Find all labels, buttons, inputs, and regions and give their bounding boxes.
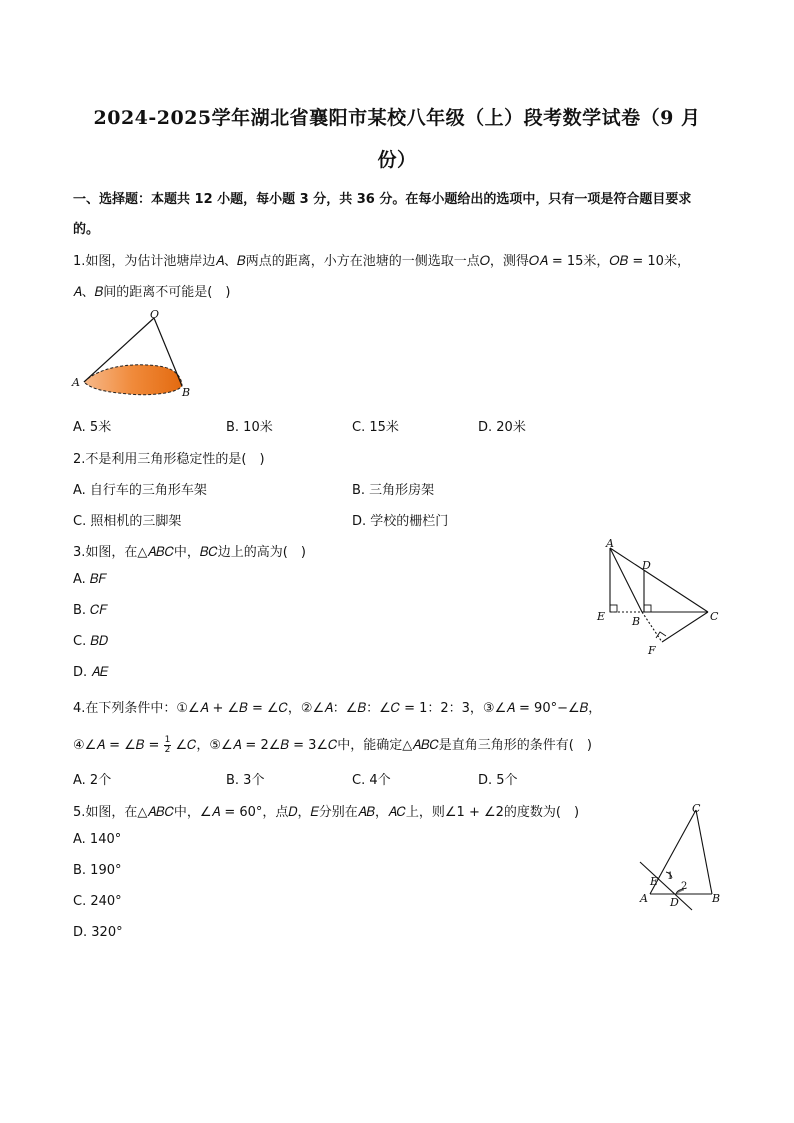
q3-label-A: A — [606, 537, 614, 550]
q5-label-E: E — [650, 875, 659, 888]
q4-fraction-numerator: 1 — [164, 735, 171, 745]
q3-option-d[interactable]: D. 𝐴𝐸 — [73, 665, 109, 680]
q5-label-C: C — [692, 802, 701, 815]
q3-option-b[interactable]: B. 𝐶𝐹 — [73, 603, 108, 618]
q3-label-D: D — [642, 559, 651, 572]
q4-option-b[interactable]: B. 3个 — [226, 773, 265, 788]
q3-stem: 3.如图，在△𝐴𝐵𝐶中，𝐵𝐶边上的高为( ) — [73, 545, 306, 560]
q4-line2-start: ④∠𝐴 = ∠𝐵 = — [73, 738, 160, 753]
q5-label-A: A — [640, 892, 648, 905]
q2-stem: 2.不是利用三角形稳定性的是( ) — [73, 452, 265, 467]
q3-label-F: F — [648, 644, 656, 657]
q1-option-c[interactable]: C. 15米 — [352, 420, 399, 435]
q5-stem: 5.如图，在△𝐴𝐵𝐶中，∠𝐴 = 60°，点𝐷，𝐸分别在𝐴𝐵，𝐴𝐶上，则∠1 + ∠2的度数为( ) — [73, 805, 580, 820]
q4-stem-line2 — [73, 734, 592, 755]
q2-option-d[interactable]: D. 学校的栅栏门 — [352, 514, 449, 529]
q1-label-A: A — [72, 376, 80, 389]
q4-fraction — [164, 736, 172, 755]
q5-option-d[interactable]: D. 320° — [73, 925, 123, 940]
q5-label-angle2: 2 — [681, 881, 688, 892]
q3-option-a[interactable]: A. 𝐵𝐹 — [73, 572, 107, 587]
q5-option-b[interactable]: B. 190° — [73, 863, 122, 878]
q1-option-b[interactable]: B. 10米 — [226, 420, 273, 435]
q4-option-d[interactable]: D. 5个 — [478, 773, 518, 788]
q1-stem-line2: 𝐴、𝐵间的距离不可能是( ) — [73, 285, 231, 300]
q4-option-c[interactable]: C. 4个 — [352, 773, 391, 788]
q1-option-a[interactable]: A. 5米 — [73, 420, 112, 435]
q2-option-c[interactable]: C. 照相机的三脚架 — [73, 514, 182, 529]
q1-stem-line1: 1.如图，为估计池塘岸边𝐴、𝐵两点的距离，小方在池塘的一侧选取一点𝑂，测得𝑂𝐴 = 15米，𝑂𝐵 = 10米， — [73, 254, 690, 269]
q4-option-a[interactable]: A. 2个 — [73, 773, 112, 788]
section-heading-line2: 的。 — [73, 222, 100, 237]
q5-label-B: B — [712, 892, 721, 905]
q5-option-a[interactable]: A. 140° — [73, 832, 122, 847]
q4-fraction-denominator: 2 — [164, 745, 171, 755]
q5-label-D: D — [670, 896, 679, 909]
q4-stem-line1: 4.在下列条件中：①∠𝐴 + ∠𝐵 = ∠𝐶，②∠𝐴：∠𝐵：∠𝐶 = 1：2：3，③∠𝐴 = 90°−∠𝐵， — [73, 701, 602, 716]
q1-label-O: O — [150, 308, 160, 321]
exam-title-line1: 2024-2025学年湖北省襄阳市某校八年级（上）段考数学试卷（9 月 — [93, 107, 701, 129]
q5-label-angle1: 1 — [667, 871, 674, 882]
q2-option-b[interactable]: B. 三角形房架 — [352, 483, 435, 498]
q3-triangle-figure — [590, 536, 730, 660]
q3-option-c[interactable]: C. 𝐵𝐷 — [73, 634, 109, 649]
q3-label-B: B — [632, 615, 641, 628]
q3-label-C: C — [710, 610, 719, 623]
q2-option-a[interactable]: A. 自行车的三角形车架 — [73, 483, 207, 498]
q1-option-d[interactable]: D. 20米 — [478, 420, 526, 435]
q1-label-B: B — [182, 386, 191, 399]
q1-pond-figure — [68, 306, 198, 402]
q5-option-c[interactable]: C. 240° — [73, 894, 122, 909]
q5-triangle-figure — [636, 800, 726, 912]
q4-line2-end: ∠𝐶，⑤∠𝐴 = 2∠𝐵 = 3∠𝐶中，能确定△𝐴𝐵𝐶是直角三角形的条件有( ) — [175, 738, 592, 753]
section-heading-line1: 一、选择题：本题共 12 小题，每小题 3 分，共 36 分。在每小题给出的选项中，只有一项是符合题目要求 — [73, 192, 692, 207]
q3-label-E: E — [597, 610, 606, 623]
exam-title-line2: 份） — [377, 149, 417, 171]
